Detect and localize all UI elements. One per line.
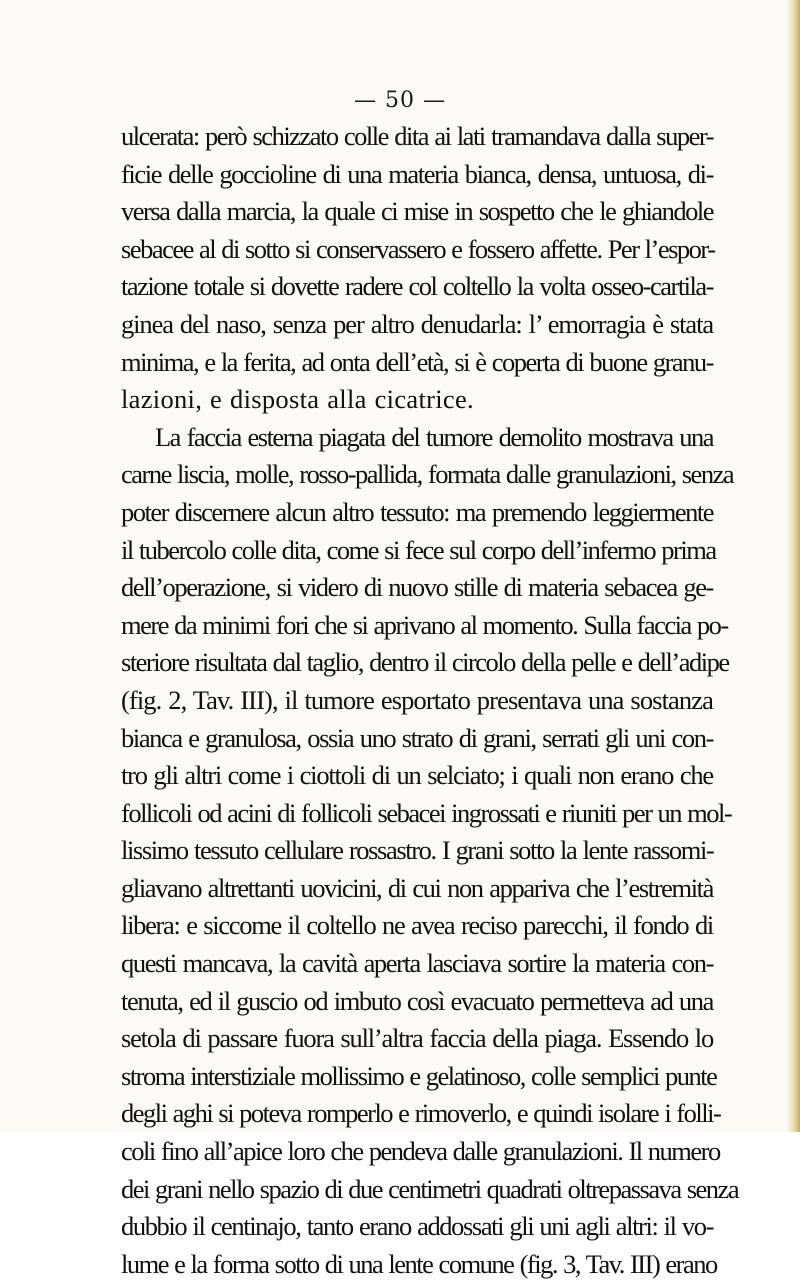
- text-line: ficie delle goccioline di una materia bianca, densa, untuosa, di-: [121, 158, 713, 189]
- text-line: coli fino all’apice loro che pendeva dalle granulazioni. Il numero: [121, 1136, 720, 1167]
- text-line: libera: e siccome il coltello ne avea reciso parecchi, il fondo di: [121, 910, 713, 941]
- text-line: stroma interstiziale mollissimo e gelatinoso, colle semplici punte: [121, 1060, 717, 1091]
- text-line: dubbio il centinajo, tanto erano addossati gli uni agli altri: il vo-: [121, 1211, 713, 1242]
- text-line: (fig. 2, Tav. III), il tumore esportato presentava una sostanza: [121, 684, 713, 715]
- text-line: follicoli od acini di follicoli sebacei ingrossati e riuniti per un mol-: [121, 797, 732, 828]
- text-line: il tubercolo colle dita, come si fece sul corpo dell’infermo prima: [121, 534, 716, 565]
- text-line: sebacee al di sotto si conservassero e fossero affette. Per l’espor-: [121, 233, 715, 264]
- page-edge-shading: [786, 0, 800, 1132]
- page-number: — 50 —: [354, 88, 446, 113]
- text-line: ginea del naso, senza per altro denudarla: l’ emorragia è stata: [121, 308, 713, 339]
- text-line: questi mancava, la cavità aperta lasciava sortire la materia con-: [121, 948, 713, 979]
- text-line: versa dalla marcia, la quale ci mise in sospetto che le ghiandole: [121, 196, 713, 227]
- text-line: minima, e la ferita, ad onta dell’età, si è coperta di buone granu-: [121, 346, 713, 377]
- text-line: poter discernere alcun altro tessuto: ma premendo leggiermente: [121, 496, 713, 527]
- text-line: lissimo tessuto cellulare rossastro. I grani sotto la lente rassomi-: [121, 835, 714, 866]
- text-line: degli aghi si poteva romperlo e rimoverlo, e quindi isolare i folli-: [121, 1098, 721, 1129]
- text-line: La faccia esterna piagata del tumore demolito mostrava una: [155, 421, 713, 452]
- text-line: dei grani nello spazio di due centimetri quadrati oltrepassava senza: [121, 1173, 739, 1204]
- text-line: setola di passare fuora sull’altra faccia della piaga. Essendo lo: [121, 1023, 713, 1054]
- text-line: lume e la forma sotto di una lente comune (fig. 3, Tav. III) erano: [121, 1248, 717, 1279]
- text-line: carne liscia, molle, rosso-pallida, formata dalle granulazioni, senza: [121, 459, 734, 490]
- text-line: tenuta, ed il guscio od imbuto così evacuato permetteva ad una: [121, 985, 713, 1016]
- body-text: [121, 118, 739, 1283]
- text-line: steriore risultata dal taglio, dentro il circolo della pelle e dell’adipe: [121, 647, 729, 678]
- text-line: ulcerata: però schizzato colle dita ai lati tramandava dalla super-: [121, 121, 713, 151]
- text-line: lazioni, e disposta alla cicatrice.: [121, 384, 474, 415]
- text-line: bianca e granulosa, ossia uno strato di grani, serrati gli uni con-: [121, 722, 713, 753]
- text-line: tazione totale si dovette radere col coltello la volta osseo-cartila-: [121, 271, 713, 302]
- text-line: tro gli altri come i ciottoli di un selciato; i quali non erano che: [121, 760, 713, 791]
- text-line: dell’operazione, si videro di nuovo stille di materia sebacea ge-: [121, 572, 713, 603]
- text-line: gliavano altrettanti uovicini, di cui non appariva che l’estremità: [121, 872, 713, 903]
- text-line: mere da minimi fori che si aprivano al momento. Sulla faccia po-: [121, 609, 728, 640]
